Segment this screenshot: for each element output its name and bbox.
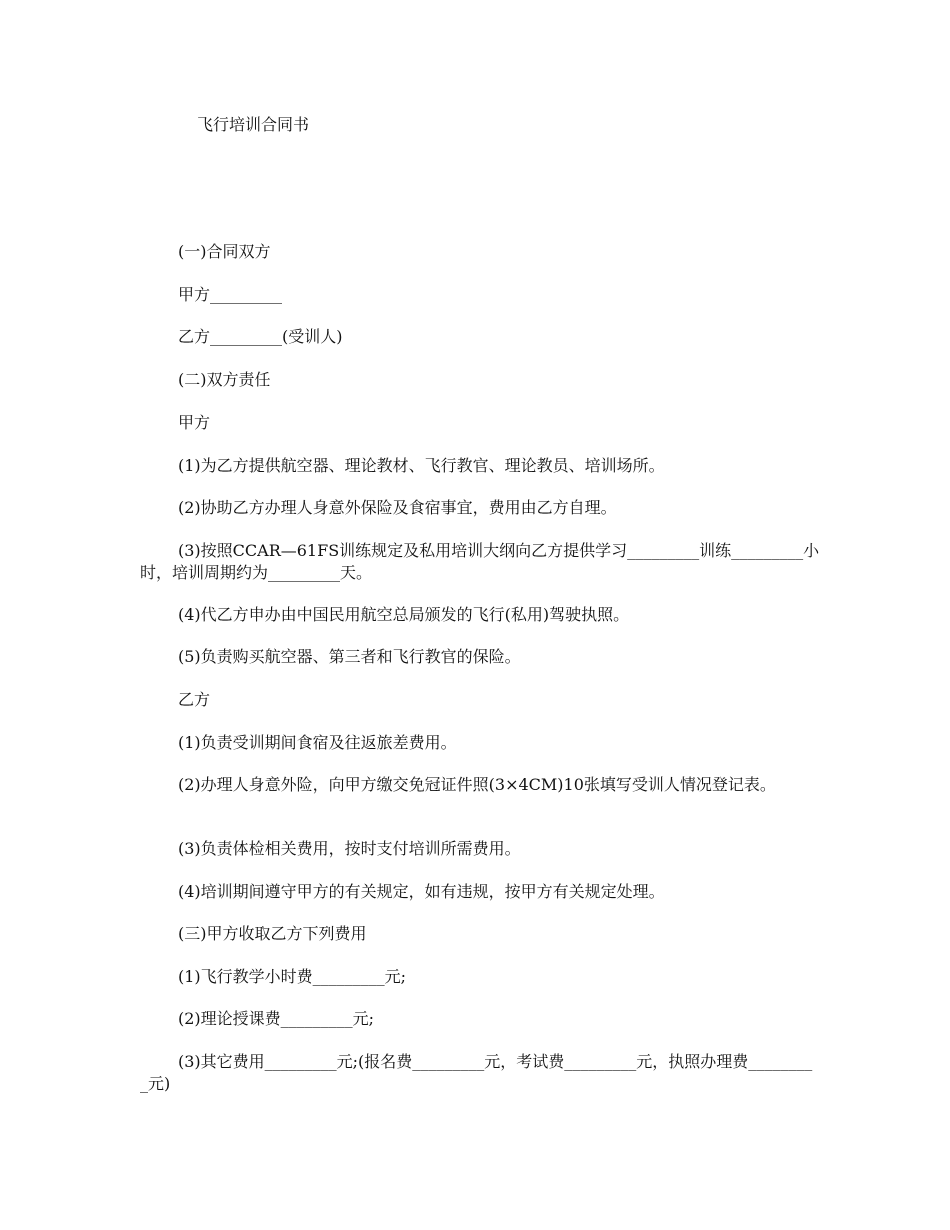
party-a-item-1: (1)为乙方提供航空器、理论教材、飞行教官、理论教员、培训场所。 <box>178 456 665 475</box>
party-a-line: 甲方_________ <box>178 285 283 304</box>
fee-item-2: (2)理论授课费_________元; <box>178 1009 375 1028</box>
fee-item-3: (3)其它费用_________元;(报名费_________元，考试费_________元，执照办理费_________元) <box>140 1052 813 1093</box>
party-b-item-3: (3)负责体检相关费用，按时支付培训所需费用。 <box>178 839 521 858</box>
section-heading-parties: (一)合同双方 <box>178 242 271 261</box>
party-b-item-4: (4)培训期间遵守甲方的有关规定，如有违规，按甲方有关规定处理。 <box>178 882 665 901</box>
party-b-line: 乙方_________(受训人) <box>178 327 343 346</box>
party-b-item-2: (2)办理人身意外险，向甲方缴交免冠证件照(3×4CM)10张填写受训人情况登记表。 <box>178 775 776 794</box>
party-a-subheading: 甲方 <box>178 413 211 432</box>
section-heading-responsibilities: (二)双方责任 <box>178 370 271 389</box>
party-b-item-1: (1)负责受训期间食宿及往返旅差费用。 <box>178 733 457 752</box>
section-heading-fees: (三)甲方收取乙方下列费用 <box>178 924 367 943</box>
document-title: 飞行培训合同书 <box>197 115 310 134</box>
fee-item-1: (1)飞行教学小时费_________元; <box>178 967 407 986</box>
party-a-item-5: (5)负责购买航空器、第三者和飞行教官的保险。 <box>178 647 521 666</box>
party-a-item-3: (3)按照CCAR—61FS训练规定及私用培训大纲向乙方提供学习_________训练_________小时，培训周期约为_________天。 <box>140 541 820 582</box>
party-b-subheading: 乙方 <box>178 690 211 709</box>
party-a-item-4: (4)代乙方申办由中国民用航空总局颁发的飞行(私用)驾驶执照。 <box>178 605 630 624</box>
party-a-item-2: (2)协助乙方办理人身意外保险及食宿事宜，费用由乙方自理。 <box>178 498 617 517</box>
